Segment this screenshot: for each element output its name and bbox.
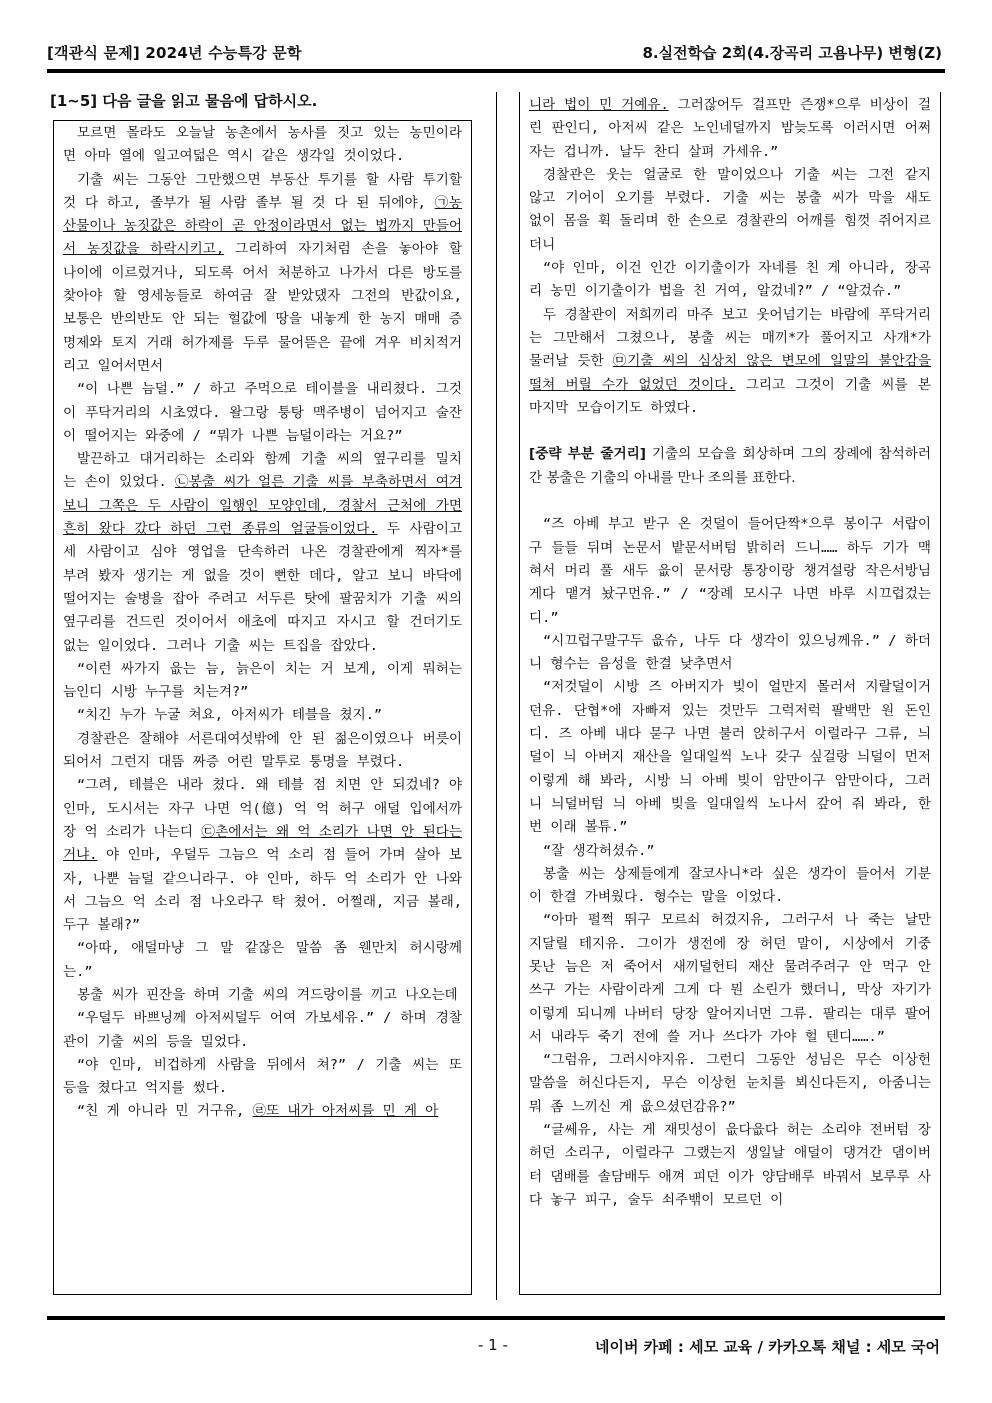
paragraph: “저것덜이 시방 즈 아버지가 빚이 얼만지 몰러서 지랄덜이거던유. 단협*에 자빠져 있는 것만두 그럭저럭 팔백만 원 돈인디. 즈 아베 내다 묻구 나면 불러 앉히구서 이럴라구 그류, 늬덜이 늬 아버지 재산을 일대일씩 노나 갖구 싶걸랑 늬덜이 먼저 이렇게 해 봐라, 시방 늬 아베 빚이 암만이구 암만이다, 그러니 늬덜버텀 늬 아베 빚을 일대일씩 노나서 갚어 줘 봐라, 한번 이래 볼튜.” [529,679,931,836]
bottom-rule [47,1316,945,1320]
footer-channel-info: 네이버 카페 : 세모 교육 / 카카오톡 채널 : 세모 국어 [594,1338,940,1356]
paragraph: 니라 법이 민 거예유. 그러잖어두 걸프만 즌쟁*으루 비상이 걸린 판인디, 아저씨 같은 노인네덜까지 밤늦도록 이러시면 어쩌자는 겁니까. 날두 찬디 살펴 가세유.” [529,97,931,160]
paragraph: “치긴 누가 누굴 쳐요, 아저씨가 테블을 쳤지.” [77,707,383,724]
paragraph: 두 경찰관이 저희끼리 마주 보고 웃어넘기는 바람에 푸닥거리는 그만해서 그쳤으나, 봉출 씨는 매끼*가 풀어지고 사개*가 물러날 듯한 ㉤기출 씨의 심상치 않은 변모에 일말의 불안감을 떨쳐 버릴 수가 없었던 것이다. 그리고 그것이 기출 씨를 본 마지막 모습이기도 하였다. [529,306,932,416]
column-divider [496,92,497,1300]
underlined-mark-d-cont: 니라 법이 민 거예유. [529,97,669,113]
underlined-mark-d: ㉣또 내가 아저씨를 민 게 아 [252,1103,439,1120]
underlined-mark-e: ㉤기출 씨의 심상치 않은 변모에 일말의 불안감을 떨쳐 버릴 수가 없었던 것이다. [529,353,932,393]
spacer [529,490,931,513]
paragraph: 발끈하고 대거리하는 소리와 함께 기출 씨의 옆구리를 밀치는 손이 있었다. ㉡봉출 씨가 얼른 기출 씨를 부축하면서 여겨보니 그쪽은 두 사람이 일행인 모양인데, 경찰서 근처에 가면 흔히 왔다 갔다 하던 그런 종류의 얼굴들이었다. 두 사람이고 세 사람이고 심야 영업을 단속하러 나온 경찰관에게 찍자*를 부려 봤자 생기는 게 없을 것이 뻔한 데다, 알고 보니 바닥에 떨어지는 술병을 잡아 주려고 서두른 탓에 팔꿈치가 기출 씨의 옆구리를 건드린 것이어서 애초에 따지고 자시고 할 건더기도 없는 일이었다. 그러나 기출 씨는 트집을 잡았다. [63,451,463,654]
paragraph: “잘 생각허셨슈.” [543,842,655,859]
paragraph: “아마 펄쩍 뛰구 모르쇠 허겄지유, 그러구서 나 죽는 날만 지달릴 테지유. 그이가 생전에 장 허던 말이, 시상에서 기중 못난 늠은 저 죽어서 새끼덜헌티 재산 물려주려구 안 먹구 안 쓰구 가는 사람이라게 그게 다 뭔 소린가 했더니, 막상 자기가 이렇게 되니께 나버터 당장 알어지너먼 그류. 팔리는 대루 팔어서 내라두 죽기 전에 쓸 거나 쓰다가 가야 헐 텐디…….” [529,912,931,1045]
summary-label: [중략 부분 줄거리] [529,446,646,463]
paragraph: “즈 아베 부고 받구 온 것덜이 들어단짝*으루 봉이구 서랍이구 들들 뒤며 논문서 밭문서버텀 밝히러 드니…… 하두 기가 맥혀서 머리 풀 새두 읎이 문서랑 통장이랑 챙겨설랑 작은서방님게다 맽겨 놨구먼유.” / “장례 모시구 나면 바루 시끄럽겄는디.” [529,516,931,626]
question-instruction: [1~5] 다음 글을 읽고 물음에 답하시오. [50,92,318,110]
paragraph: 경찰관은 잘해야 서른대여섯밖에 안 된 젊은이였으나 버릇이 되어서 그런지 대뜸 짜증 어린 말투로 퉁명을 부렸다. [63,730,462,771]
top-rule [47,69,945,73]
passage-right-column [519,92,941,1295]
paragraph: “친 게 아니라 민 거구유, ㉣또 내가 아저씨를 민 게 아 [77,1103,439,1120]
paragraph: 기출 씨는 그동안 그만했으면 부동산 투기를 할 사람 투기할 것 다 하고, 졸부가 될 사람 졸부 될 것 다 된 뒤에야, ㉠농산물이나 농짓값은 하락이 곧 안정이라면서 없는 법까지 만들어서 농짓값을 하락시키고, 그리하여 자기처럼 손을 놓아야 할 나이에 이르렀거나, 되도록 어서 처분하고 나가서 다른 방도를 찾아야 할 영세농들로 하여금 잘 받았댔자 그전의 반값이요, 보통은 반의반도 안 되는 헐값에 땅을 내놓게 한 농지 매매 증명제와 토지 거래 허가제를 두루 물어뜯은 끝에 겨우 비치적거리고 일어서면서 [63,171,463,374]
underlined-mark-b: ㉡봉출 씨가 얼른 기출 씨를 부축하면서 여겨보니 그쪽은 두 사람이 일행인 모양인데, 경찰서 근처에 가면 흔히 왔다 갔다 하던 그런 종류의 얼굴들이었다. [63,474,463,538]
header-unit: 8.실전학습 2회(4.장곡리 고욤나무) 변형(Z) [642,44,942,62]
paragraph: “이 나쁜 늠덜.” / 하고 주먹으로 테이블을 내리쳤다. 그것이 푸닥거리의 시초였다. 왈그랑 퉁탕 맥주병이 넘어지고 술잔이 떨어지는 와중에 / “뭐가 나쁜 늠덜이라는 거요?” [63,381,462,444]
paragraph: “글쎄유, 사는 게 재밋성이 읎다읎다 허는 소리야 전버텀 장 허던 소리구, 이럴라구 그랬는지 생일날 애덜이 댕겨간 댐이버터 댐배를 솔담배두 애껴 피던 이가 양담배루 바꿔서 보루루 사다 놓구 피구, 술두 쇠주밲이 모르던 이 [529,1122,931,1208]
paragraph: “우덜두 바쁘닝께 아저씨덜두 어여 가보세유.” / 하며 경찰관이 기출 씨의 등을 밀었다. [63,1010,462,1050]
passage-left-column [53,120,472,1295]
paragraph: “야 인마, 비겁하게 사람을 뒤에서 쳐?” / 기출 씨는 또 등을 쳤다고 억지를 썼다. [63,1056,462,1097]
underlined-mark-a: ㉠농산물이나 농짓값은 하락이 곧 안정이라면서 없는 법까지 만들어서 농짓값을 하락시키고, [63,194,462,258]
paragraph: 모르면 몰라도 오늘날 농촌에서 농사를 짓고 있는 농민이라면 아마 열에 일고여덟은 역시 같은 생각일 것이었다. [63,125,462,165]
paragraph: 경찰관은 웃는 얼굴로 한 말이었으나 기출 씨는 그전 같지 않고 기어이 오기를 부렸다. 기출 씨는 봉출 씨가 막을 새도 없이 몸을 휙 돌리며 한 손으로 경찰관의 어깨를 힘껏 쥐어지르더니 [529,166,931,253]
paragraph: 봉출 씨가 핀잔을 하며 기출 씨의 겨드랑이를 끼고 나오는데 [77,986,458,1003]
underlined-mark-c: ㉢촌에서는 왜 억 소리가 나면 안 된다는 거냐. [63,823,463,864]
paragraph: “이런 싸가지 읎는 늠, 늙은이 치는 거 보게, 이게 뭐허는 늠인디 시방 누구를 치는겨?” [63,660,462,701]
paragraph: “아따, 애덜마냥 그 말 같잖은 말씀 좀 웬만치 허시랑께는.” [63,940,462,980]
page-number: - 1 - [478,1336,508,1354]
paragraph: “그려, 테블은 내라 쳤다. 왜 테블 점 치면 안 되겄네? 야 인마, 도시서는 자구 나면 억(億) 억 억 허구 애덜 입에서까장 억 소리가 나는디 ㉢촌에서는 왜 억 소리가 나면 안 된다는 거냐. 야 인마, 우덜두 그늠으 억 소리 점 들어 가며 살아 보자, 나뿐 늠덜 같으니라구. 야 인마, 하두 억 소리가 안 나와서 그늠으 억 소리 점 나오라구 탁 쳤어. 어쩔래, 지금 볼래, 두구 볼래?” [63,777,463,934]
paragraph: 봉출 씨는 상제들에게 잘코사니*라 싶은 생각이 들어서 기분이 한결 가벼웠다. 형수는 말을 이었다. [529,865,931,906]
omitted-summary: [중략 부분 줄거리] 기출의 모습을 회상하며 그의 장례에 참석하러 간 봉출은 기출의 아내를 만나 조의를 표한다. [529,446,931,486]
spacer [529,420,931,443]
paragraph: “시끄럽구말구두 읎슈, 나두 다 생각이 있으닝께유.” / 하더니 형수는 음성을 한결 낮추면서 [529,632,931,673]
header-subject: [객관식 문제] 2024년 수능특강 문학 [47,44,302,62]
paragraph: “그럼유, 그러시야지유. 그런디 그동안 성님은 무슨 이상헌 말씀을 허신다든지, 무슨 이상헌 눈치를 뵈신다든지, 아줌니는 뭐 좀 느끼신 게 읎으셨던감유?” [529,1052,931,1115]
paragraph: “야 인마, 이건 인간 이기출이가 자네를 친 게 아니라, 장곡리 농민 이기출이가 법을 친 거여, 알겄네?” / “알겄슈.” [529,260,931,300]
